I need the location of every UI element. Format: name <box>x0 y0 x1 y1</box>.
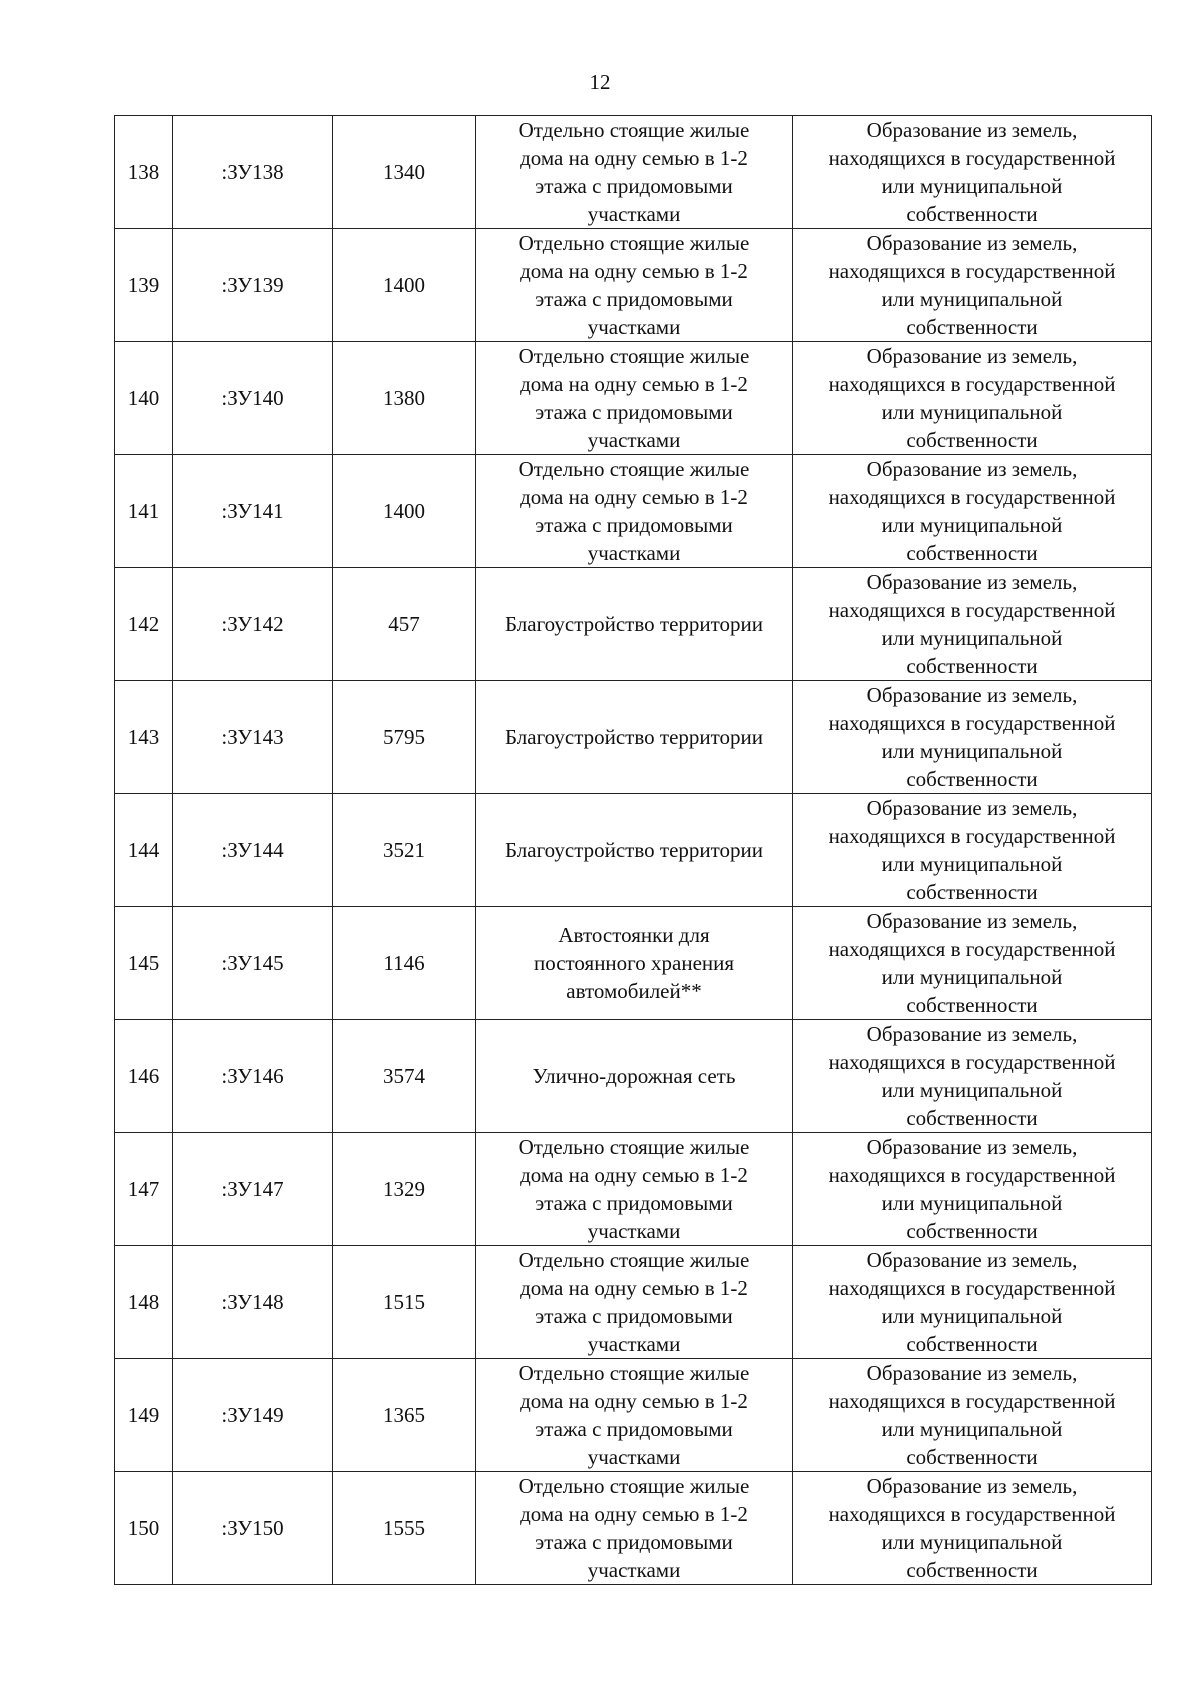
row-number-cell: 149 <box>115 1359 173 1472</box>
table-row <box>115 681 1152 794</box>
area-cell: 1400 <box>333 455 476 568</box>
plot-id-cell: :ЗУ150 <box>173 1472 333 1585</box>
permitted-use-cell: Отдельно стоящие жилые дома на одну семью в 1-2 этажа с придомовыми участками <box>476 1472 793 1585</box>
formation-source-cell: Образование из земель, находящихся в государственной или муниципальной собственности <box>793 1020 1152 1133</box>
area-cell: 457 <box>333 568 476 681</box>
table-row <box>115 568 1152 681</box>
permitted-use-cell: Автостоянки для постоянного хранения автомобилей** <box>476 907 793 1020</box>
area-cell: 3521 <box>333 794 476 907</box>
plot-id-cell: :ЗУ143 <box>173 681 333 794</box>
plot-id-cell: :ЗУ145 <box>173 907 333 1020</box>
table-row <box>115 229 1152 342</box>
area-cell: 1329 <box>333 1133 476 1246</box>
plot-id-cell: :ЗУ144 <box>173 794 333 907</box>
formation-source-cell: Образование из земель, находящихся в государственной или муниципальной собственности <box>793 1472 1152 1585</box>
permitted-use-cell: Благоустройство территории <box>476 681 793 794</box>
row-number-cell: 144 <box>115 794 173 907</box>
formation-source-cell: Образование из земель, находящихся в государственной или муниципальной собственности <box>793 568 1152 681</box>
formation-source-cell: Образование из земель, находящихся в государственной или муниципальной собственности <box>793 455 1152 568</box>
row-number-cell: 148 <box>115 1246 173 1359</box>
table-row <box>115 794 1152 907</box>
formation-source-cell: Образование из земель, находящихся в государственной или муниципальной собственности <box>793 907 1152 1020</box>
plot-id-cell: :ЗУ141 <box>173 455 333 568</box>
row-number-cell: 139 <box>115 229 173 342</box>
plot-id-cell: :ЗУ138 <box>173 116 333 229</box>
permitted-use-cell: Благоустройство территории <box>476 568 793 681</box>
row-number-cell: 142 <box>115 568 173 681</box>
table-row <box>115 1246 1152 1359</box>
formation-source-cell: Образование из земель, находящихся в государственной или муниципальной собственности <box>793 342 1152 455</box>
area-cell: 3574 <box>333 1020 476 1133</box>
formation-source-cell: Образование из земель, находящихся в государственной или муниципальной собственности <box>793 681 1152 794</box>
area-cell: 1555 <box>333 1472 476 1585</box>
plot-id-cell: :ЗУ139 <box>173 229 333 342</box>
area-cell: 1515 <box>333 1246 476 1359</box>
permitted-use-cell: Отдельно стоящие жилые дома на одну семью в 1-2 этажа с придомовыми участками <box>476 1359 793 1472</box>
plot-id-cell: :ЗУ149 <box>173 1359 333 1472</box>
permitted-use-cell: Улично-дорожная сеть <box>476 1020 793 1133</box>
permitted-use-cell: Отдельно стоящие жилые дома на одну семью в 1-2 этажа с придомовыми участками <box>476 342 793 455</box>
row-number-cell: 146 <box>115 1020 173 1133</box>
row-number-cell: 138 <box>115 116 173 229</box>
plot-id-cell: :ЗУ148 <box>173 1246 333 1359</box>
row-number-cell: 140 <box>115 342 173 455</box>
area-cell: 1340 <box>333 116 476 229</box>
land-plots-table <box>114 115 1152 1585</box>
area-cell: 5795 <box>333 681 476 794</box>
permitted-use-cell: Благоустройство территории <box>476 794 793 907</box>
table-row <box>115 342 1152 455</box>
table-row <box>115 1359 1152 1472</box>
permitted-use-cell: Отдельно стоящие жилые дома на одну семью в 1-2 этажа с придомовыми участками <box>476 1133 793 1246</box>
area-cell: 1146 <box>333 907 476 1020</box>
plot-id-cell: :ЗУ147 <box>173 1133 333 1246</box>
plot-id-cell: :ЗУ146 <box>173 1020 333 1133</box>
formation-source-cell: Образование из земель, находящихся в государственной или муниципальной собственности <box>793 794 1152 907</box>
formation-source-cell: Образование из земель, находящихся в государственной или муниципальной собственности <box>793 1133 1152 1246</box>
plot-id-cell: :ЗУ142 <box>173 568 333 681</box>
table-row <box>115 1020 1152 1133</box>
table-row <box>115 1472 1152 1585</box>
area-cell: 1365 <box>333 1359 476 1472</box>
area-cell: 1380 <box>333 342 476 455</box>
plot-id-cell: :ЗУ140 <box>173 342 333 455</box>
row-number-cell: 143 <box>115 681 173 794</box>
table-row <box>115 455 1152 568</box>
area-cell: 1400 <box>333 229 476 342</box>
permitted-use-cell: Отдельно стоящие жилые дома на одну семью в 1-2 этажа с придомовыми участками <box>476 1246 793 1359</box>
formation-source-cell: Образование из земель, находящихся в государственной или муниципальной собственности <box>793 116 1152 229</box>
table-row <box>115 1133 1152 1246</box>
formation-source-cell: Образование из земель, находящихся в государственной или муниципальной собственности <box>793 229 1152 342</box>
row-number-cell: 150 <box>115 1472 173 1585</box>
row-number-cell: 141 <box>115 455 173 568</box>
formation-source-cell: Образование из земель, находящихся в государственной или муниципальной собственности <box>793 1359 1152 1472</box>
row-number-cell: 145 <box>115 907 173 1020</box>
table-row <box>115 907 1152 1020</box>
table-row <box>115 116 1152 229</box>
page-number: 12 <box>589 70 611 94</box>
permitted-use-cell: Отдельно стоящие жилые дома на одну семью в 1-2 этажа с придомовыми участками <box>476 229 793 342</box>
row-number-cell: 147 <box>115 1133 173 1246</box>
permitted-use-cell: Отдельно стоящие жилые дома на одну семью в 1-2 этажа с придомовыми участками <box>476 116 793 229</box>
permitted-use-cell: Отдельно стоящие жилые дома на одну семью в 1-2 этажа с придомовыми участками <box>476 455 793 568</box>
formation-source-cell: Образование из земель, находящихся в государственной или муниципальной собственности <box>793 1246 1152 1359</box>
